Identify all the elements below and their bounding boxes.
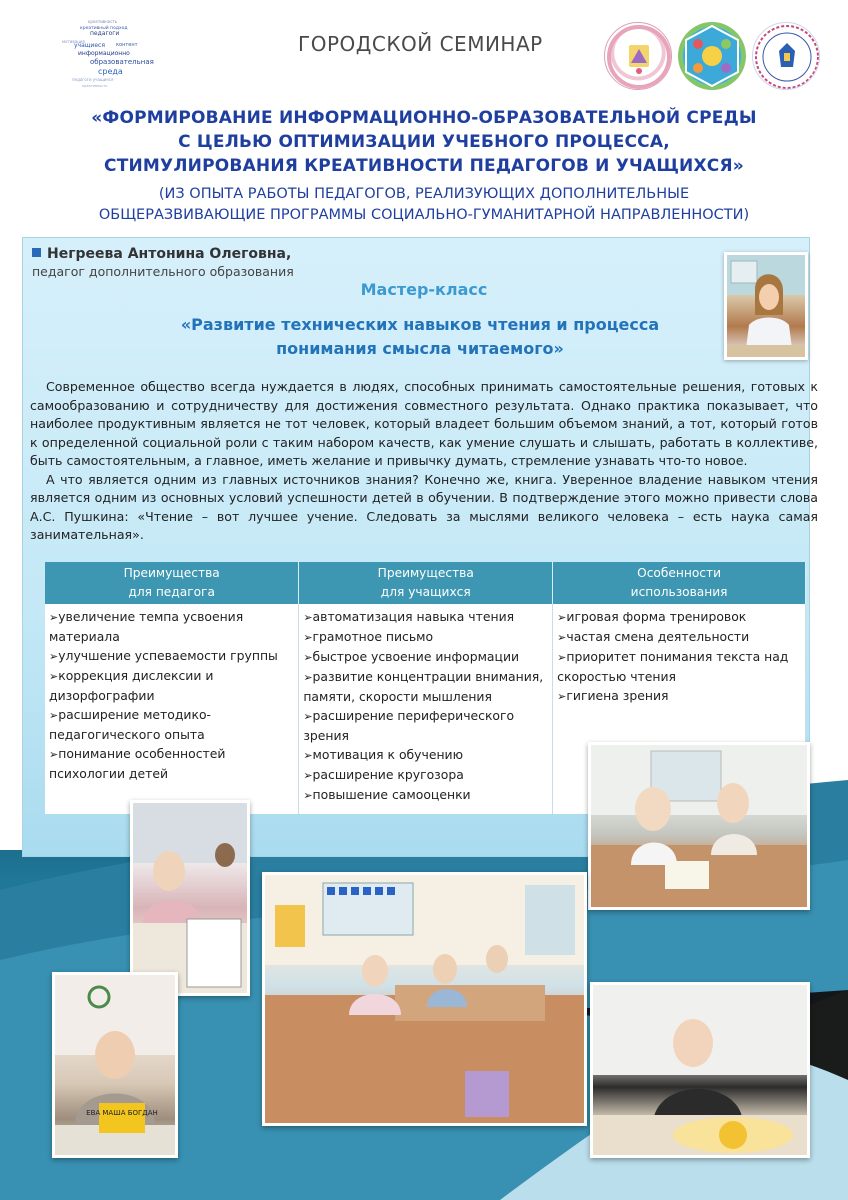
header-usage-features [553, 562, 806, 604]
blocks-caption: ЕВА МАША БОГДАН [86, 1109, 158, 1117]
master-class-topic [130, 313, 710, 361]
student-advantages-cell [299, 604, 553, 814]
usage-features-list [557, 607, 801, 706]
list-item: ➢ грамотное письмо [303, 627, 548, 647]
author-name [32, 246, 291, 262]
list-item: ➢ понимание особенностей психологии детей [49, 744, 294, 783]
topic-line-1: «Развитие технических навыков чтения и процесса [180, 315, 660, 334]
svg-text:мотивация: мотивация [62, 39, 85, 44]
logo-children-creativity-icon [604, 22, 672, 90]
svg-text:креативность: креативность [82, 84, 108, 88]
list-item: ➢ мотивация к обучению [303, 745, 548, 765]
logo-group [604, 22, 820, 90]
intro-text [30, 378, 818, 545]
teacher-advantages-cell [45, 604, 299, 814]
topic-line-2: понимания смысла читаемого» [276, 339, 564, 358]
photo-boy-with-blocks [52, 972, 178, 1158]
list-item: ➢ гигиена зрения [557, 686, 801, 706]
header-line: Преимущества [377, 566, 474, 580]
svg-text:информационно: информационно [78, 50, 130, 57]
author-name-text: Негреева Антонина Олеговна, [47, 246, 292, 262]
seminar-theme-title [0, 106, 848, 178]
header-line: для учащихся [380, 585, 471, 599]
list-item: ➢ улучшение успеваемости группы [49, 646, 294, 666]
header-line: Преимущества [123, 566, 220, 580]
master-class-label: Мастер-класс [360, 280, 488, 299]
header-student-advantages [299, 562, 553, 604]
title-line-2: С ЦЕЛЬЮ ОПТИМИЗАЦИИ УЧЕБНОГО ПРОЦЕССА, [178, 132, 670, 152]
svg-text:педагоги учащиеся: педагоги учащиеся [72, 77, 114, 82]
student-advantages-list [303, 607, 548, 805]
word-cloud-graphic [52, 14, 164, 92]
svg-text:педагоги: педагоги [90, 30, 120, 37]
list-item: ➢ частая смена деятельности [557, 627, 801, 647]
title-line-1: «ФОРМИРОВАНИЕ ИНФОРМАЦИОННО-ОБРАЗОВАТЕЛЬНОЙ СРЕДЫ [91, 108, 757, 128]
list-item: ➢ приоритет понимания текста над скоростью чтения [557, 647, 801, 686]
intro-paragraph-2: А что является одним из главных источников знания? Конечно же, книга. Уверенное владение навыком чтения является одним из основных условий успешности детей в обучении. В подтверждение этого можно привести слова А.С. Пушкина: «Чтение – вот лучшее учение. Следовать за мыслями великого человека – есть наука самая занимательная». [30, 471, 818, 542]
svg-text:креативность: креативность [88, 19, 118, 24]
list-item: ➢ коррекция дислексии и дизорфографии [49, 666, 294, 705]
logo-education-wheel-icon [678, 22, 746, 90]
author-role: педагог дополнительного образования [32, 264, 294, 279]
svg-text:учащиеся: учащиеся [74, 42, 105, 49]
list-item: ➢ автоматизация навыка чтения [303, 607, 548, 627]
header-line: использования [630, 585, 728, 599]
seminar-subtitle [0, 184, 848, 226]
photo-girl-writing [130, 800, 250, 996]
intro-paragraph-1: Современное общество всегда нуждается в людях, способных принимать самостоятельные решения, готовых к самообразованию и сотрудничеству для достижения совместного результата. Однако практика показывает, что наиболее продуктивным является не тот человек, который владеет большим объемом знаний, а тот, который готов к определенной социальной роли с таким набором качеств, как умение слушать и слышать, работать в коллективе, быть самостоятельным, а главное, иметь желание и привычку думать, стремление узнавать что-то новое. [30, 379, 818, 468]
photo-two-girls-reading [588, 742, 810, 910]
table-header-row [45, 562, 806, 604]
list-item: ➢ расширение периферического зрения [303, 706, 548, 745]
seminar-title: ГОРОДСКОЙ СЕМИНАР [298, 32, 543, 56]
list-item: ➢ развитие концентрации внимания, памяти, скорости мышления [303, 667, 548, 706]
list-item: ➢ увеличение темпа усвоения материала [49, 607, 294, 646]
teacher-advantages-list [49, 607, 294, 783]
header-line: для педагога [128, 585, 215, 599]
list-item: ➢ быстрое усвоение информации [303, 647, 548, 667]
title-line-3: СТИМУЛИРОВАНИЯ КРЕАТИВНОСТИ ПЕДАГОГОВ И УЧАЩИХСЯ» [104, 156, 744, 176]
list-item: ➢ расширение кругозора [303, 765, 548, 785]
list-item: ➢ повышение самооценки [303, 785, 548, 805]
svg-text:среда: среда [98, 67, 123, 76]
header-teacher-advantages [45, 562, 299, 604]
svg-text:контент: контент [116, 42, 138, 48]
subtitle-line-2: ОБЩЕРАЗВИВАЮЩИЕ ПРОГРАММЫ СОЦИАЛЬНО-ГУМАНИТАРНОЙ НАПРАВЛЕННОСТИ) [98, 207, 750, 223]
square-bullet-icon [32, 248, 41, 257]
photo-classroom-group [262, 872, 587, 1126]
subtitle-line-1: (ИЗ ОПЫТА РАБОТЫ ПЕДАГОГОВ, РЕАЛИЗУЮЩИХ ДОПОЛНИТЕЛЬНЫЕ [158, 186, 690, 202]
list-item: ➢ расширение методико-педагогического опыта [49, 705, 294, 744]
svg-text:образовательная: образовательная [90, 58, 154, 66]
svg-text:креативный подход: креативный подход [80, 26, 128, 31]
author-portrait-photo [724, 252, 808, 360]
header-line: Особенности [637, 566, 722, 580]
logo-municipal-center-icon [752, 22, 820, 90]
photo-girl-with-sun-sheet [590, 982, 810, 1158]
list-item: ➢ игровая форма тренировок [557, 607, 801, 627]
